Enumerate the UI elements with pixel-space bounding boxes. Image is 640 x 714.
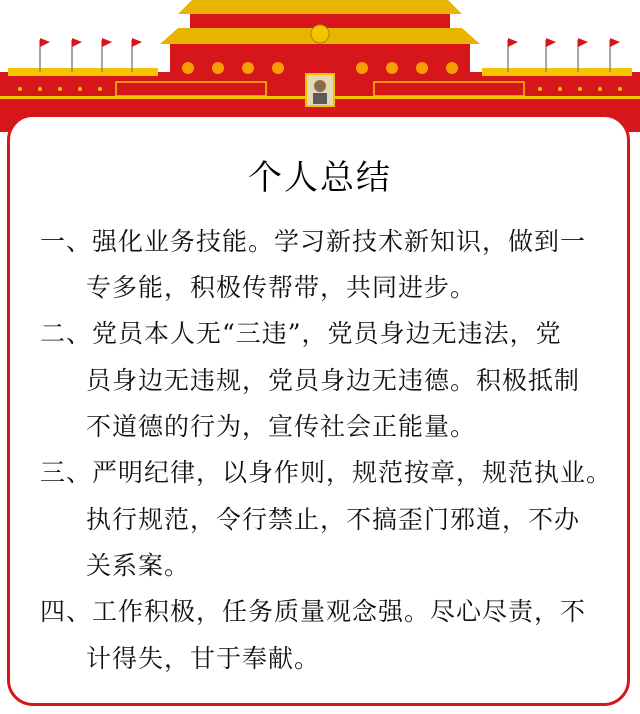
paragraph-number: 一、 <box>40 227 93 256</box>
paragraph-line: 关系案。 <box>86 551 191 580</box>
paragraph-number: 三、 <box>40 458 93 487</box>
emblem-icon <box>311 25 329 43</box>
paragraph-number: 四、 <box>40 597 93 626</box>
paragraph-line: 专多能，积极传帮带，共同进步。 <box>86 273 477 302</box>
paragraph-line: 严明纪律，以身作则，规范按章，规范执业。 <box>92 458 613 487</box>
page-title: 个人总结 <box>248 158 392 198</box>
paragraph-line: 员身边无违规，党员身边无违德。积极抵制 <box>86 366 581 395</box>
paragraph-line: 工作积极，任务质量观念强。尽心尽责，不 <box>92 597 587 626</box>
paragraph-line: 计得失，甘于奉献。 <box>86 644 321 673</box>
paragraph-line: 强化业务技能。学习新技术新知识，做到一 <box>92 227 587 256</box>
paragraph-line: 不道德的行为，宣传社会正能量。 <box>86 412 477 441</box>
paragraph-line: 党员本人无“三违”，党员身边无违法，党 <box>92 319 562 348</box>
paragraph-line: 执行规范，令行禁止，不搞歪门邪道，不办 <box>86 505 581 534</box>
paragraph-number: 二、 <box>40 319 93 348</box>
